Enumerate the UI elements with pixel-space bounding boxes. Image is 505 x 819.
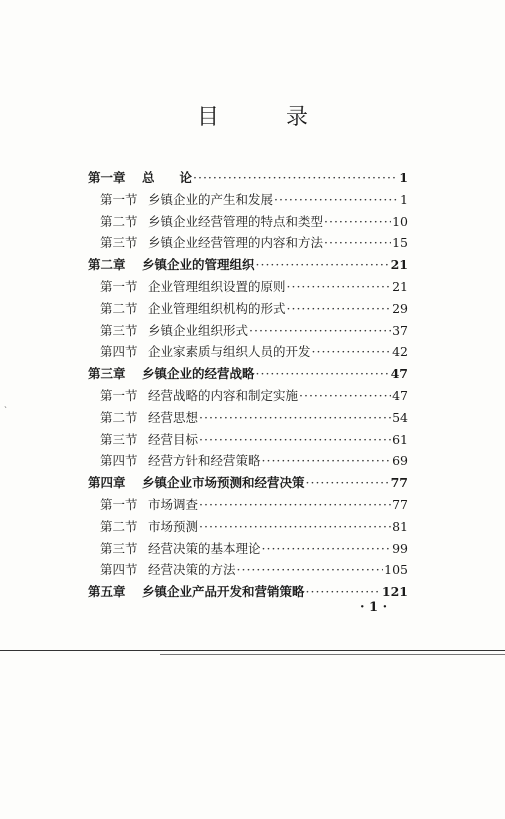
toc-entry-number: 第一节 (100, 497, 138, 512)
scan-mark: ˏ (4, 399, 7, 409)
toc-section-row (100, 386, 408, 406)
toc-leader-dots (199, 517, 391, 537)
toc-entry-number: 第二节 (100, 518, 138, 534)
toc-entry-number: 第二节 (100, 213, 138, 229)
toc-chapter-row (88, 168, 408, 188)
toc-entry-title: 乡镇企业组织形式 (148, 322, 249, 338)
toc-entry-title: 经营战略的内容和制定实施 (148, 388, 299, 403)
toc-entry-number: 第三章 (88, 366, 126, 382)
toc-leader-dots (199, 495, 391, 515)
toc-entry-title: 企业管理组织机构的形式 (148, 300, 286, 316)
toc-entry-page: 21 (390, 257, 408, 273)
toc-entry-number: 第二节 (100, 409, 138, 425)
toc-entry-number: 第三节 (100, 322, 138, 338)
toc-entry-page: 10 (392, 213, 408, 229)
toc-entry-page: 15 (392, 235, 408, 251)
toc-entry-title: 市场预测 (148, 518, 199, 534)
toc-leader-dots (287, 299, 392, 319)
toc-section-row (100, 299, 408, 319)
toc-section-row (100, 430, 408, 450)
toc-entry-title: 总 论 (142, 170, 193, 185)
toc-entry-title: 乡镇企业的经营战略 (142, 366, 255, 382)
toc-entry-number: 第三节 (100, 431, 138, 447)
toc-entry-number: 第一节 (100, 279, 138, 294)
toc-entry-page: 77 (390, 475, 408, 491)
toc-section-row (100, 451, 408, 471)
toc-entry-page: 69 (392, 453, 408, 469)
toc-section-row (100, 560, 408, 580)
toc-entry-number: 第三节 (100, 235, 138, 251)
toc-entry-title: 乡镇企业的产生和发展 (148, 191, 274, 207)
toc-entry-number: 第四节 (100, 453, 138, 469)
toc-entry-number: 第四节 (100, 562, 138, 578)
toc-entry-title: 市场调查 (148, 497, 199, 512)
bottom-rule-secondary (160, 654, 505, 655)
toc-leader-dots (199, 408, 391, 428)
toc-section-row (100, 212, 408, 232)
page-title: 目 录 (197, 105, 338, 130)
bottom-rule (0, 650, 505, 651)
toc-entry-page: 37 (392, 322, 408, 338)
toc-section-row (100, 408, 408, 428)
toc-section-row (100, 539, 408, 559)
toc-entry-title: 经营思想 (148, 409, 199, 425)
toc-leader-dots (262, 451, 392, 471)
toc-section-row (100, 277, 408, 297)
toc-leader-dots (299, 386, 391, 406)
toc-entry-title: 经营方针和经营策略 (148, 453, 261, 469)
toc-entry-page: 1 (399, 170, 408, 185)
toc-entry-page: 81 (392, 518, 408, 534)
toc-entry-page: 99 (392, 540, 408, 556)
toc-entry-page: 29 (392, 300, 408, 316)
toc-entry-page: 47 (392, 388, 408, 403)
toc-entry-title: 乡镇企业市场预测和经营决策 (142, 475, 305, 491)
page-number: · 1 · (360, 600, 388, 615)
toc-section-row (100, 495, 408, 515)
toc-entry-title: 乡镇企业的管理组织 (142, 257, 255, 273)
toc-leader-dots (193, 168, 398, 188)
toc-entry-page: 21 (392, 279, 408, 294)
toc-leader-dots (306, 473, 390, 493)
toc-entry-page: 77 (392, 497, 408, 512)
toc-entry-page: 42 (392, 344, 408, 360)
toc-leader-dots (262, 539, 392, 559)
toc-leader-dots (237, 560, 384, 580)
toc-entry-page: 61 (392, 431, 408, 447)
toc-chapter-row (88, 473, 408, 493)
toc-entry-title: 经营目标 (148, 431, 199, 447)
toc-entry-number: 第四节 (100, 344, 138, 360)
toc-entry-page: 47 (390, 366, 408, 382)
toc-leader-dots (249, 321, 391, 341)
toc-entry-number: 第二章 (88, 257, 126, 273)
toc-section-row (100, 517, 408, 537)
toc-entry-number: 第一节 (100, 191, 138, 207)
toc-entry-title: 经营决策的方法 (148, 562, 236, 578)
toc-section-row (100, 233, 408, 253)
toc-section-row (100, 190, 408, 210)
toc-entry-title: 企业管理组织设置的原则 (148, 279, 286, 294)
toc-entry-number: 第三节 (100, 540, 138, 556)
toc-entry-title: 乡镇企业经营管理的内容和方法 (148, 235, 324, 251)
toc-chapter-row (88, 364, 408, 384)
toc-entry-number: 第二节 (100, 300, 138, 316)
toc-entry-page: 105 (384, 562, 408, 578)
toc-leader-dots (274, 190, 399, 210)
toc-leader-dots (199, 430, 391, 450)
toc-entry-title: 乡镇企业经营管理的特点和类型 (148, 213, 324, 229)
toc-entry-title: 企业家素质与组织人员的开发 (148, 344, 311, 360)
toc-entry-number: 第一节 (100, 388, 138, 403)
toc-entry-page: 1 (400, 191, 408, 207)
toc-entry-number: 第一章 (88, 170, 126, 185)
toc-entry-number: 第五章 (88, 584, 126, 600)
toc-section-row (100, 342, 408, 362)
toc-entry-title: 乡镇企业产品开发和营销策略 (142, 584, 305, 600)
toc-chapter-row (88, 255, 408, 275)
toc-leader-dots (324, 212, 391, 232)
toc-leader-dots (312, 342, 392, 362)
toc-leader-dots (256, 255, 390, 275)
toc-leader-dots (256, 364, 390, 384)
toc-section-row (100, 321, 408, 341)
toc-leader-dots (324, 233, 391, 253)
toc-entry-page: 121 (381, 584, 408, 600)
toc-entry-number: 第四章 (88, 475, 126, 491)
toc-entry-page: 54 (392, 409, 408, 425)
toc-leader-dots (287, 277, 392, 297)
toc-entry-title: 经营决策的基本理论 (148, 540, 261, 556)
